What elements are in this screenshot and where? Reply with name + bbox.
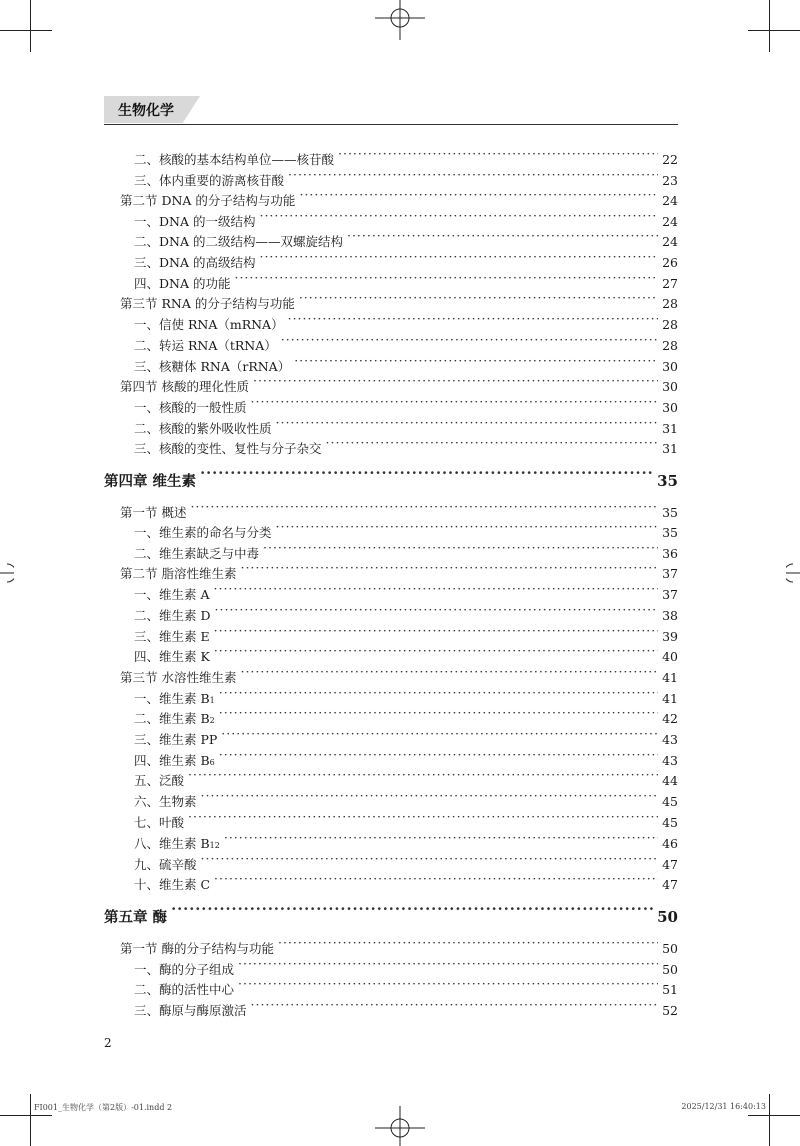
registration-mark-icon xyxy=(786,556,800,590)
toc-label-subscript: 1 xyxy=(209,696,215,705)
toc-label: 四、维生素 K xyxy=(134,649,210,664)
dot-leader xyxy=(259,210,658,226)
toc-page-number: 41 xyxy=(662,691,678,706)
toc-page-number: 50 xyxy=(662,941,678,956)
dot-leader xyxy=(281,334,658,350)
dot-leader xyxy=(240,666,658,682)
dot-leader xyxy=(188,811,658,827)
toc-label: 一、维生素 B xyxy=(134,691,210,706)
toc-page-number: 38 xyxy=(662,608,678,623)
toc-page-number: 28 xyxy=(662,338,678,353)
toc-page-number: 40 xyxy=(662,649,678,664)
dot-leader xyxy=(299,189,658,205)
crop-mark xyxy=(769,1094,770,1146)
toc-label: 三、核酸的变性、复性与分子杂交 xyxy=(134,441,322,456)
toc-item xyxy=(134,687,678,709)
dot-leader xyxy=(214,625,658,641)
toc-label: 第五章 酶 xyxy=(104,909,168,926)
toc-page-number: 35 xyxy=(657,472,678,490)
toc-item xyxy=(134,790,678,810)
toc-item xyxy=(134,148,678,168)
dot-leader xyxy=(240,562,658,578)
toc-page-number: 47 xyxy=(662,857,678,872)
dot-leader xyxy=(201,790,659,806)
dot-leader xyxy=(338,148,658,164)
toc-label-subscript: 6 xyxy=(209,758,215,767)
toc-label: 八、维生素 B xyxy=(134,836,210,851)
toc-label: 一、DNA 的一级结构 xyxy=(134,214,256,229)
toc-item xyxy=(134,873,678,893)
toc-section xyxy=(120,189,678,209)
dot-leader xyxy=(219,707,658,723)
toc-label: 第一节 酶的分子结构与功能 xyxy=(120,941,274,956)
toc-item xyxy=(134,437,678,457)
toc-label: 十、维生素 C xyxy=(134,877,211,892)
toc-item xyxy=(134,999,678,1019)
toc-page-number: 44 xyxy=(662,773,678,788)
toc-label: 二、核酸的基本结构单位——核苷酸 xyxy=(134,152,335,167)
toc-page-number: 45 xyxy=(662,794,678,809)
toc-page-number: 30 xyxy=(662,359,678,374)
dot-leader xyxy=(259,251,658,267)
toc-chapter xyxy=(104,470,678,491)
toc-label: 第三节 水溶性维生素 xyxy=(120,670,237,685)
toc-label: 一、信使 RNA（mRNA） xyxy=(134,317,284,332)
crop-mark xyxy=(748,1115,800,1116)
toc-page-number: 24 xyxy=(662,234,678,249)
toc-label: 二、维生素 B xyxy=(134,711,210,726)
toc-page-number: 22 xyxy=(662,152,678,167)
toc-label: 三、酶原与酶原激活 xyxy=(134,1003,247,1018)
dot-leader xyxy=(251,396,659,412)
dot-leader xyxy=(214,645,658,661)
toc-page-number: 51 xyxy=(662,982,678,997)
toc-label: 三、体内重要的游离核苷酸 xyxy=(134,173,285,188)
dot-leader xyxy=(188,769,658,785)
dot-leader xyxy=(288,169,658,185)
toc-page-number: 23 xyxy=(662,173,678,188)
toc-section xyxy=(120,666,678,686)
dot-leader xyxy=(200,470,653,486)
toc-page-number: 27 xyxy=(662,276,678,291)
running-header xyxy=(104,96,678,125)
toc-item xyxy=(134,251,678,271)
page-number: 2 xyxy=(104,1036,112,1050)
crop-mark xyxy=(30,0,31,52)
toc-item xyxy=(134,521,678,541)
dot-leader xyxy=(224,832,658,848)
toc-item xyxy=(134,604,678,624)
toc-label: 一、维生素的命名与分类 xyxy=(134,525,272,540)
toc-label: 二、维生素 D xyxy=(134,608,211,623)
toc-label: 九、硫辛酸 xyxy=(134,857,197,872)
toc-label-subscript: 12 xyxy=(209,841,220,850)
toc-page-number: 43 xyxy=(662,732,678,747)
dot-leader xyxy=(288,313,659,329)
dot-leader xyxy=(221,728,658,744)
toc-page-number: 35 xyxy=(662,525,678,540)
footer-file-name: FI001_生物化学（第2版）-01.indd 2 xyxy=(34,1103,173,1112)
toc-item xyxy=(134,707,678,729)
registration-mark-icon xyxy=(370,0,430,40)
toc-page-number: 52 xyxy=(662,1003,678,1018)
dot-leader xyxy=(190,501,658,517)
toc-page-number: 42 xyxy=(662,711,678,726)
header-title: 生物化学 xyxy=(118,103,174,119)
dot-leader xyxy=(219,687,658,703)
dot-leader xyxy=(219,749,658,765)
toc-section xyxy=(120,937,678,957)
dot-leader xyxy=(326,437,659,453)
toc-page-number: 31 xyxy=(662,441,678,456)
toc-label: 第二节 脂溶性维生素 xyxy=(120,566,237,581)
dot-leader xyxy=(171,906,653,922)
toc-page-number: 26 xyxy=(662,255,678,270)
toc-item xyxy=(134,769,678,789)
dot-leader xyxy=(253,375,658,391)
toc-page-number: 41 xyxy=(662,670,678,685)
toc-item xyxy=(134,853,678,873)
toc-label-subscript: 2 xyxy=(209,716,215,725)
toc-label: 第二节 DNA 的分子结构与功能 xyxy=(120,193,296,208)
dot-leader xyxy=(294,355,658,371)
toc-label: 三、DNA 的高级结构 xyxy=(134,255,256,270)
dot-leader xyxy=(201,853,659,869)
toc-item xyxy=(134,749,678,771)
dot-leader xyxy=(276,521,659,537)
toc-page-number: 24 xyxy=(662,193,678,208)
toc-label: 第四节 核酸的理化性质 xyxy=(120,379,249,394)
toc-page-number: 43 xyxy=(662,753,678,768)
toc-item xyxy=(134,625,678,645)
toc-page-number: 24 xyxy=(662,214,678,229)
footer-timestamp: 2025/12/31 16:40:13 xyxy=(681,1102,766,1111)
toc-item xyxy=(134,811,678,831)
toc-label: 一、酶的分子组成 xyxy=(134,962,235,977)
toc-page-number: 47 xyxy=(662,877,678,892)
toc-item xyxy=(134,313,678,333)
toc-page-number: 28 xyxy=(662,317,678,332)
toc-label: 二、DNA 的二级结构——双螺旋结构 xyxy=(134,234,343,249)
toc-item xyxy=(134,210,678,230)
toc-item xyxy=(134,542,678,562)
crop-mark xyxy=(30,1094,31,1146)
toc-item xyxy=(134,832,678,854)
toc-item xyxy=(134,334,678,354)
toc-page-number: 35 xyxy=(662,505,678,520)
toc-label: 第一节 概述 xyxy=(120,505,187,520)
toc-label: 四、维生素 B xyxy=(134,753,210,768)
toc-page-number: 50 xyxy=(662,962,678,977)
toc-item xyxy=(134,272,678,292)
toc-label: 三、维生素 PP xyxy=(134,732,218,747)
toc-label: 一、核酸的一般性质 xyxy=(134,400,247,415)
toc-label: 三、维生素 E xyxy=(134,629,210,644)
toc-label: 三、核糖体 RNA（rRNA） xyxy=(134,359,291,374)
dot-leader xyxy=(347,230,658,246)
toc-label: 一、维生素 A xyxy=(134,587,210,602)
toc-label: 七、叶酸 xyxy=(134,815,185,830)
toc-item xyxy=(134,645,678,665)
toc-label: 二、维生素缺乏与中毒 xyxy=(134,546,260,561)
toc-label: 第三节 RNA 的分子结构与功能 xyxy=(120,296,295,311)
toc-item xyxy=(134,169,678,189)
crop-mark xyxy=(748,30,800,31)
toc-page-number: 28 xyxy=(662,296,678,311)
toc-item xyxy=(134,230,678,250)
toc-label: 二、酶的活性中心 xyxy=(134,982,235,997)
dot-leader xyxy=(263,542,658,558)
toc-section xyxy=(120,292,678,312)
dot-leader xyxy=(276,417,659,433)
toc-page-number: 39 xyxy=(662,629,678,644)
crop-mark xyxy=(769,0,770,52)
toc-item xyxy=(134,355,678,375)
dot-leader xyxy=(215,604,659,620)
toc-page-number: 50 xyxy=(657,908,678,926)
toc-item xyxy=(134,958,678,978)
toc-section xyxy=(120,501,678,521)
toc-page-number: 36 xyxy=(662,546,678,561)
toc-label: 五、泛酸 xyxy=(134,773,185,788)
toc-label: 四、DNA 的功能 xyxy=(134,276,231,291)
toc-page-number: 46 xyxy=(662,836,678,851)
dot-leader xyxy=(238,958,658,974)
toc-label: 二、转运 RNA（tRNA） xyxy=(134,338,277,353)
toc-label: 第四章 维生素 xyxy=(104,473,197,490)
toc-label: 二、核酸的紫外吸收性质 xyxy=(134,421,272,436)
toc-item xyxy=(134,396,678,416)
toc-section xyxy=(120,562,678,582)
toc-item xyxy=(134,583,678,603)
registration-mark-icon xyxy=(0,556,14,590)
toc-page-number: 37 xyxy=(662,587,678,602)
crop-mark xyxy=(0,30,52,31)
registration-mark-icon xyxy=(370,1106,430,1146)
dot-leader xyxy=(214,873,658,889)
dot-leader xyxy=(278,937,658,953)
toc-section xyxy=(120,375,678,395)
toc-page-number: 30 xyxy=(662,400,678,415)
toc-page-number: 37 xyxy=(662,566,678,581)
toc-chapter xyxy=(104,906,678,927)
toc-page-number: 30 xyxy=(662,379,678,394)
dot-leader xyxy=(214,583,659,599)
toc-label: 六、生物素 xyxy=(134,794,197,809)
dot-leader xyxy=(299,292,658,308)
toc-item xyxy=(134,728,678,748)
toc-page-number: 31 xyxy=(662,421,678,436)
toc-page-number: 45 xyxy=(662,815,678,830)
dot-leader xyxy=(238,978,658,994)
dot-leader xyxy=(251,999,659,1015)
dot-leader xyxy=(234,272,658,288)
toc-item xyxy=(134,417,678,437)
toc-item xyxy=(134,978,678,998)
crop-mark xyxy=(0,1115,52,1116)
